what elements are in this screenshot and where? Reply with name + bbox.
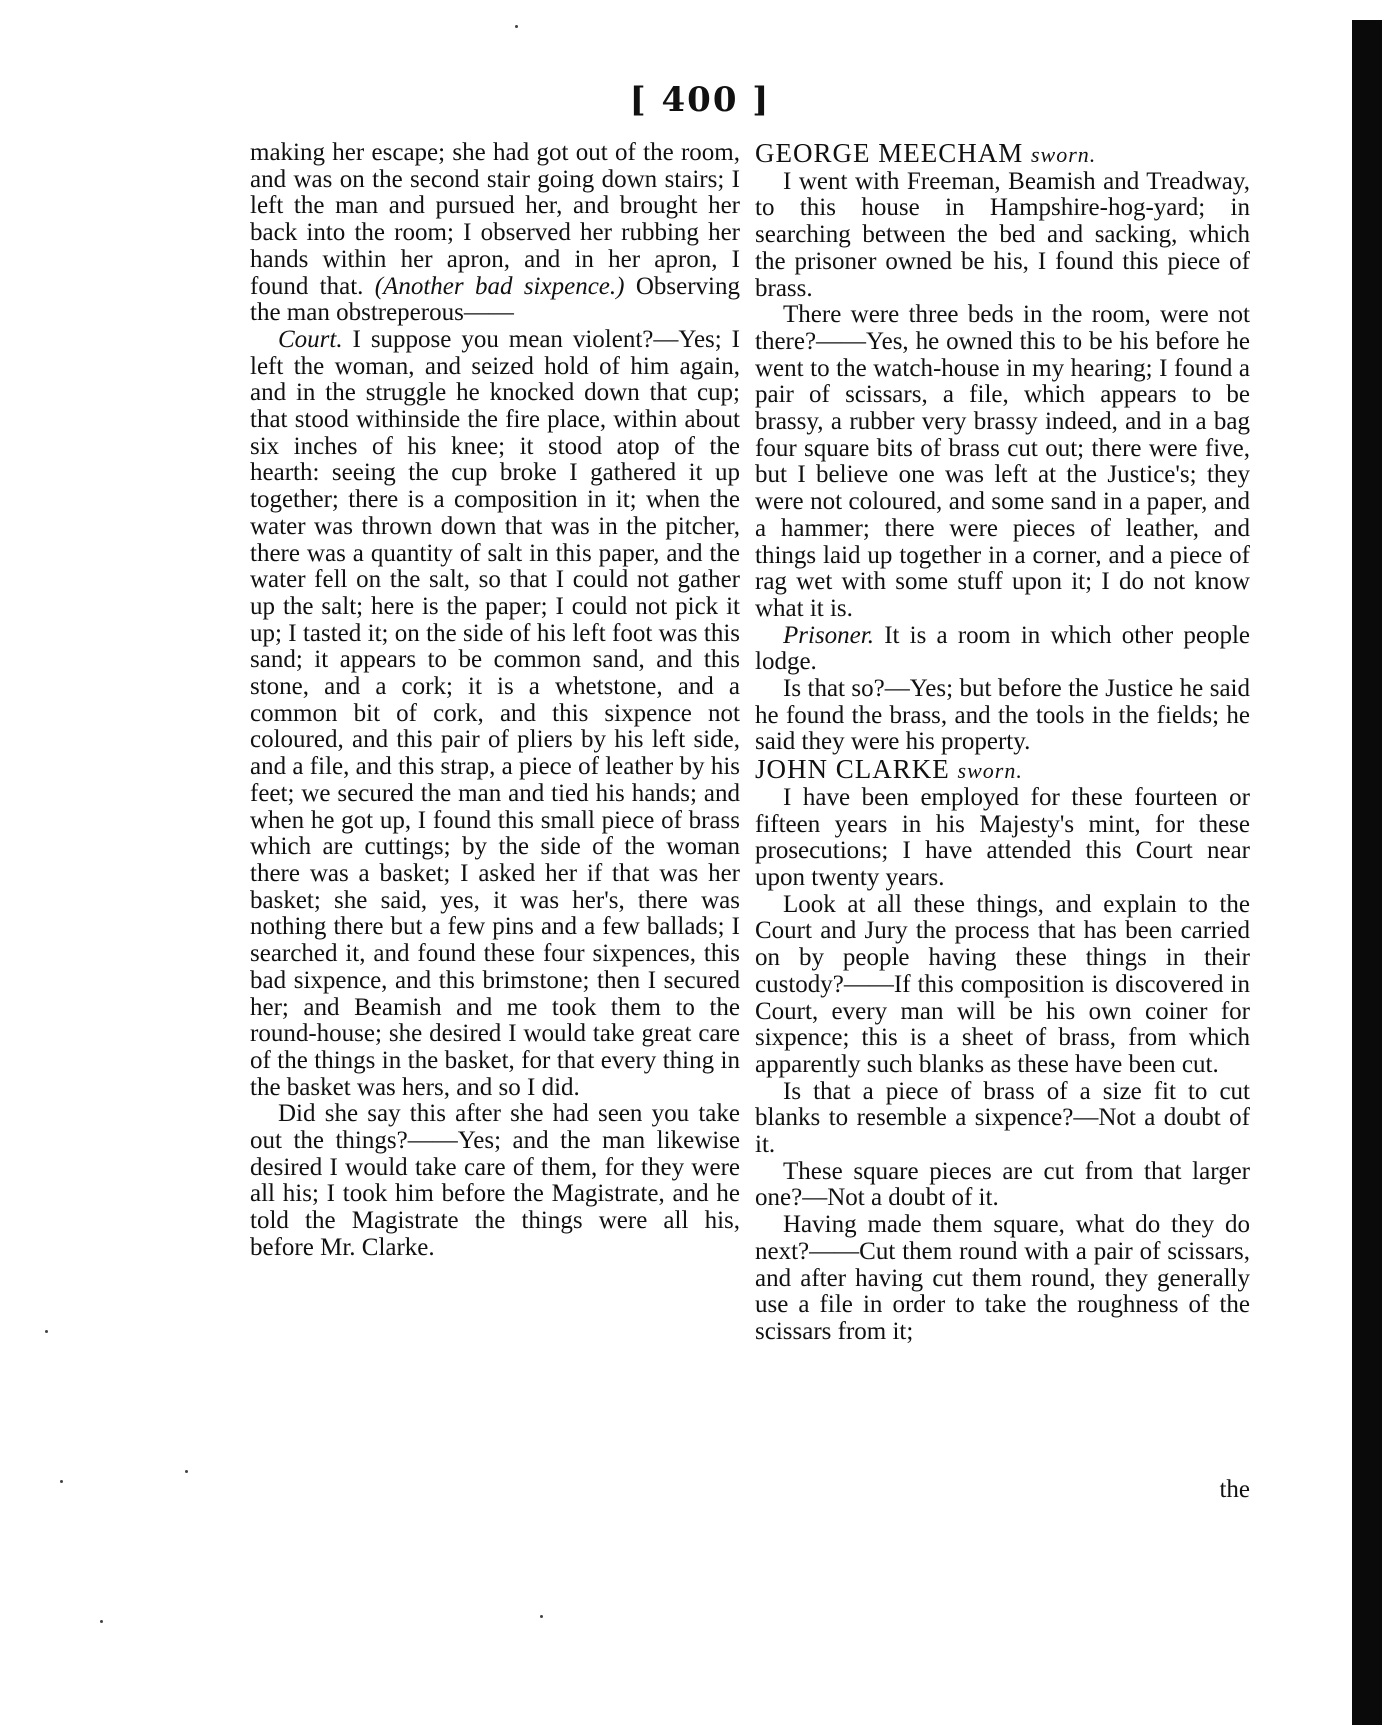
scan-speck — [515, 25, 518, 28]
paragraph — [755, 169, 1250, 303]
paragraph — [755, 302, 1250, 622]
sworn-label: sworn. — [957, 758, 1023, 784]
paragraph — [250, 1101, 740, 1261]
body-text: These square pieces are cut from that larger one?—Not a doubt of it. — [755, 1157, 1250, 1212]
body-text: Having made them square, what do they do next?——Cut them round with a pair of scissars, and after having cut them round, they generally use a file in order to take the roughness of the scissars from it; — [755, 1211, 1250, 1345]
italic-text: Prisoner. — [783, 621, 874, 649]
body-text: I went with Freeman, Beamish and Treadway, to this house in Hampshire-hog-yard; in searching between the bed and sacking, which the prisoner owned be his, I found this piece of brass. — [755, 167, 1250, 302]
witness-heading — [755, 756, 1250, 785]
body-text: making her escape; she had got out of the room, and was on the second stair going down stairs; I left the man and pursued her, and brought her back into the room; I observed her rubbing her hands within her apron, and in her apron, I found that. — [250, 139, 740, 300]
body-text: Did she say this after she had seen you take out the things?——Yes; and the man likewise desired I would take care of them, for they were all his; I took him before the Magistrate, and he told the Magistrate the things were all his, before Mr. Clarke. — [250, 1100, 740, 1261]
paragraph — [755, 892, 1250, 1079]
sworn-label: sworn. — [1031, 142, 1097, 167]
paragraph — [755, 1079, 1250, 1159]
body-text: I suppose you mean violent?—Yes; I left the woman, and seized hold of him again, and in the struggle he knocked down that cup; that stood withinside the fire place, within about six inches of his knee; it stood atop of the hearth: seeing the cup broke I gathered it up together; there is a composition in it; when the water was thrown down that was in the pitcher, there was a quantity of salt in this paper, and the water fell on the salt, so that I could not gather up the salt; here is the paper; I could not pick it up; I tasted it; on the side of his left foot was this sand; it appears to be common sand, and this stone, and a cork; it is a whetstone, and a common bit of cork, and this sixpence not coloured, and this pair of pliers by his left side, and a file, and this strap, a piece of leather by his feet; we secured the man and tied his hands; and when he got up, I found this small piece of brass which are cuttings; by the side of the woman there was a basket; I asked her if that was her basket; she said, yes, it was her's, there was nothing there but a few pins and a few ballads; I searched it, and found these four sixpences, this bad sixpence, and this brimstone; then I secured her; and Beamish and me took them to the round-house; she desired I would take great care of the things in the basket, for that every thing in the basket was hers, and so I did. — [250, 325, 740, 1101]
paragraph — [755, 676, 1250, 756]
paragraph — [250, 327, 740, 1101]
body-text: I have been employed for these fourteen or fifteen years in his Majesty's mint, for these prosecutions; I have attended this Court near upon twenty years. — [755, 783, 1250, 891]
italic-text: Court. — [278, 325, 343, 353]
paragraph — [250, 140, 740, 327]
paragraph — [755, 785, 1250, 892]
scan-speck — [60, 1480, 63, 1483]
body-text: Is that a piece of brass of a size fit to cut blanks to resemble a sixpence?—Not a doubt of it. — [755, 1077, 1250, 1159]
scan-edge-shadow — [1352, 20, 1382, 1725]
paragraph — [755, 1159, 1250, 1212]
witness-heading — [755, 140, 1250, 169]
page-number: [ 400 ] — [629, 80, 771, 120]
body-text: Observing the man obstreperous—— — [250, 272, 740, 327]
paragraph — [755, 623, 1250, 676]
catchword: the — [1219, 1476, 1250, 1503]
body-text: Look at all these things, and explain to the Court and Jury the process that has been carried on by people having these things in their custody?——If this composition is discovered in Court, every man will be his own coiner for sixpence; this is a sheet of brass, from which apparently such blanks as these have been cut. — [755, 890, 1250, 1078]
witness-name: GEORGE MEECHAM — [755, 138, 1031, 168]
scan-speck — [45, 1330, 48, 1333]
left-column — [250, 140, 740, 1262]
paragraph — [755, 1212, 1250, 1346]
scan-speck — [540, 1615, 543, 1618]
scan-speck — [185, 1470, 188, 1473]
body-text: There were three beds in the room, were not there?——Yes, he owned this to be his before he went to the watch-house in my hearing; I found a pair of scissars, a file, which appears to be brassy, a rubber very brassy indeed, and in a bag four square bits of brass cut out; there were five, but I believe one was left at the Justice's; they were not coloured, and some sand in a paper, and a hammer; there were pieces of leather, and things laid up together in a corner, and a piece of rag wet with some stuff upon it; I do not know what it is. — [755, 301, 1250, 622]
italic-text: (Another bad sixpence.) — [374, 272, 625, 300]
scan-speck — [100, 1620, 103, 1623]
body-text: Is that so?—Yes; but before the Justice he said he found the brass, and the tools in the fields; he said they were his property. — [755, 675, 1250, 756]
right-column — [755, 140, 1250, 1346]
witness-name: JOHN CLARKE — [755, 754, 958, 785]
body-text: It is a room in which other people lodge. — [755, 621, 1250, 676]
